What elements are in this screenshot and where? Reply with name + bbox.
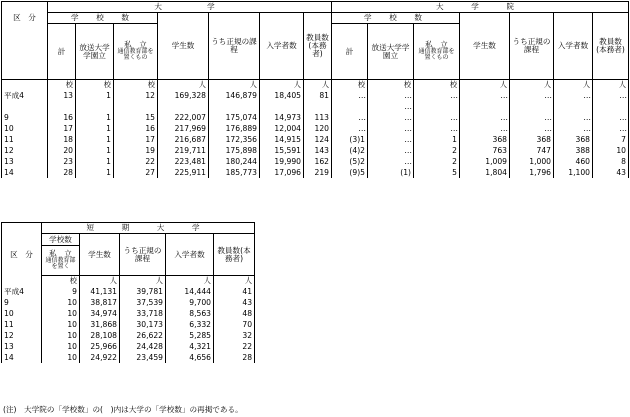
jc-row-header-cell <box>2 223 42 234</box>
row-header-cell-bottom <box>2 24 48 80</box>
table-cell: 14,973 <box>260 112 304 123</box>
table-cell: 222,007 <box>158 112 209 123</box>
univ-private-label: 私 立 <box>124 40 147 50</box>
table-cell: 25,966 <box>80 341 120 352</box>
univ-schools-header: 学 校 数 <box>48 13 158 24</box>
table-row <box>2 167 629 178</box>
table-cell <box>158 101 209 112</box>
table-cell: … <box>368 112 414 123</box>
grad-schools-header: 学 校 数 <box>332 13 460 24</box>
table-row <box>2 101 629 112</box>
unit-cell: 人 <box>209 80 260 91</box>
table-cell: 1 <box>76 134 114 145</box>
unit-row-label <box>2 80 48 91</box>
jc-students-header: 学生数 <box>80 234 120 276</box>
table-cell: … <box>414 90 460 101</box>
unit-cell: 人 <box>214 276 255 287</box>
table-cell: 124 <box>304 134 332 145</box>
table-cell: 18 <box>48 134 76 145</box>
unit-cell: 人 <box>593 80 629 91</box>
table-cell: 14,915 <box>260 134 304 145</box>
table-row <box>2 297 255 308</box>
table-cell: 4,321 <box>166 341 214 352</box>
table-row <box>2 156 629 167</box>
jc-teachers-header: 教員数(本務者) <box>214 234 255 276</box>
jc-private-header <box>42 246 80 276</box>
grad-private-sub-label: 通信教育部を置くもの <box>418 48 455 62</box>
jc-entrants-header: 入学者数 <box>166 234 214 276</box>
table-cell: 175,074 <box>209 112 260 123</box>
table-cell: … <box>510 123 554 134</box>
jc-private-label: 私 立 <box>49 249 72 259</box>
junior-college-title: 短 期 大 学 <box>42 223 255 234</box>
row-label-cell: 11 <box>2 319 42 330</box>
table-cell: 143 <box>304 145 332 156</box>
table-cell: 175,898 <box>209 145 260 156</box>
table-row <box>2 145 629 156</box>
table-cell: 1,009 <box>460 156 510 167</box>
table-cell: 172,356 <box>209 134 260 145</box>
table-cell: 17 <box>114 134 158 145</box>
table-cell: 27 <box>114 167 158 178</box>
table-cell: … <box>368 156 414 167</box>
row-header-cell <box>2 2 48 13</box>
row-label-cell: 13 <box>2 156 48 167</box>
table-cell: 8 <box>593 156 629 167</box>
row-label-cell: 12 <box>2 145 48 156</box>
table-cell: … <box>554 123 593 134</box>
table-cell: 13 <box>48 90 76 101</box>
table-cell: 1,796 <box>510 167 554 178</box>
table-cell: (4)2 <box>332 145 368 156</box>
table-cell: 219 <box>304 167 332 178</box>
table-cell: 41,131 <box>80 286 120 297</box>
unit-cell: 校 <box>414 80 460 91</box>
table-cell: 7 <box>593 134 629 145</box>
grad-students-header: 学生数 <box>460 13 510 80</box>
row-label-cell: 13 <box>2 341 42 352</box>
table-row <box>2 308 255 319</box>
table-cell: 70 <box>214 319 255 330</box>
table-cell: … <box>368 123 414 134</box>
table-cell: 24,428 <box>120 341 166 352</box>
table-cell: 30,173 <box>120 319 166 330</box>
unit-cell: 人 <box>120 276 166 287</box>
university-table <box>1 1 629 178</box>
table-cell: 162 <box>304 156 332 167</box>
unit-row <box>2 276 255 287</box>
table-cell: 15,591 <box>260 145 304 156</box>
table-cell: 747 <box>510 145 554 156</box>
table-cell: (3)1 <box>332 134 368 145</box>
grad-national-header: 放送大学学園立 <box>368 24 414 80</box>
table-cell: 32 <box>214 330 255 341</box>
table-row <box>2 123 629 134</box>
table-cell: … <box>332 112 368 123</box>
table-cell: 2 <box>414 156 460 167</box>
univ-entrants-header: 入学者数 <box>260 13 304 80</box>
table-cell: 17 <box>48 123 76 134</box>
table-cell <box>48 101 76 112</box>
table-cell: 1 <box>76 156 114 167</box>
table-cell: 217,969 <box>158 123 209 134</box>
table-cell <box>76 101 114 112</box>
grad-private-header <box>414 24 460 80</box>
unit-cell: 校 <box>76 80 114 91</box>
table-cell: 41 <box>214 286 255 297</box>
table-cell <box>209 101 260 112</box>
table-cell: … <box>554 112 593 123</box>
table-cell: 28 <box>214 352 255 363</box>
table-cell: 22 <box>114 156 158 167</box>
table-row <box>2 134 629 145</box>
footnote: (注) 大学院の「学校数」の( )内は大学の「学校数」の再掲である。 <box>3 405 243 414</box>
junior-college-table <box>1 222 255 363</box>
table-cell: (5)2 <box>332 156 368 167</box>
unit-cell: 校 <box>114 80 158 91</box>
row-label-cell: 12 <box>2 330 42 341</box>
table-cell: 216,687 <box>158 134 209 145</box>
table-cell <box>460 101 510 112</box>
table-cell: 180,244 <box>209 156 260 167</box>
jc-row-header-label: 区 分 <box>2 234 42 276</box>
university-table-body <box>2 80 629 179</box>
table-cell: 20 <box>48 145 76 156</box>
grad-regular-header: うち正規の課程 <box>510 13 554 80</box>
row-label-cell: 平成4 <box>2 286 42 297</box>
table-cell: 28,108 <box>80 330 120 341</box>
table-cell <box>593 101 629 112</box>
table-cell: 146,879 <box>209 90 260 101</box>
table-cell: 81 <box>304 90 332 101</box>
jc-regular-header: うち正規の課程 <box>120 234 166 276</box>
table-cell: 19 <box>114 145 158 156</box>
table-cell: 388 <box>554 145 593 156</box>
table-cell: 4,656 <box>166 352 214 363</box>
row-label-cell: 11 <box>2 134 48 145</box>
row-label-cell: 14 <box>2 352 42 363</box>
university-title: 大 学 <box>48 2 332 13</box>
table-row <box>2 90 629 101</box>
table-cell: 5 <box>414 167 460 178</box>
table-cell: 12 <box>114 90 158 101</box>
unit-cell: 人 <box>304 80 332 91</box>
unit-cell: 人 <box>510 80 554 91</box>
table-cell: 8,563 <box>166 308 214 319</box>
table-row <box>2 112 629 123</box>
table-cell: 10 <box>42 308 80 319</box>
table-cell: 43 <box>214 297 255 308</box>
table-row <box>2 286 255 297</box>
table-cell <box>304 101 332 112</box>
table-cell: … <box>554 90 593 101</box>
table-cell: 10 <box>42 352 80 363</box>
table-cell: 23 <box>48 156 76 167</box>
jc-schools-header: 学校数 <box>42 234 80 246</box>
univ-total-header: 計 <box>48 24 76 80</box>
table-cell: 9 <box>42 286 80 297</box>
table-cell: 23,459 <box>120 352 166 363</box>
table-cell <box>114 101 158 112</box>
table-cell: 14,444 <box>166 286 214 297</box>
row-label-cell: 14 <box>2 167 48 178</box>
table-cell: … <box>368 101 414 112</box>
table-cell: 1,804 <box>460 167 510 178</box>
unit-cell: 人 <box>166 276 214 287</box>
table-cell: 12,004 <box>260 123 304 134</box>
table-cell: … <box>510 90 554 101</box>
table-cell: 225,911 <box>158 167 209 178</box>
table-cell: … <box>593 112 629 123</box>
table-cell: 460 <box>554 156 593 167</box>
table-cell: (1) <box>368 167 414 178</box>
grad-teachers-header: 教員数(本務者) <box>593 13 629 80</box>
table-cell: 169,328 <box>158 90 209 101</box>
univ-national-header: 放送大学学園立 <box>76 24 114 80</box>
table-cell: … <box>510 112 554 123</box>
unit-cell: 人 <box>554 80 593 91</box>
table-cell: 1 <box>76 112 114 123</box>
table-cell: 43 <box>593 167 629 178</box>
table-cell: 219,711 <box>158 145 209 156</box>
table-cell: 9,700 <box>166 297 214 308</box>
table-cell: 15 <box>114 112 158 123</box>
table-cell: 113 <box>304 112 332 123</box>
univ-private-sub-label: 通信教育部を置くもの <box>117 48 154 62</box>
table-cell: 10 <box>42 341 80 352</box>
table-cell <box>414 101 460 112</box>
table-cell <box>332 101 368 112</box>
graduate-title: 大 学 院 <box>332 2 629 13</box>
univ-regular-header: うち正規の課程 <box>209 13 260 80</box>
jc-private-sub-label: 通信教育部を置く <box>45 257 76 271</box>
row-label-cell: 9 <box>2 112 48 123</box>
table-cell: 38,817 <box>80 297 120 308</box>
row-header-label: 区 分 <box>2 13 48 24</box>
table-row <box>2 341 255 352</box>
row-label-cell: 平成4 <box>2 90 48 101</box>
row-label-cell <box>2 101 48 112</box>
table-row <box>2 319 255 330</box>
table-cell: … <box>460 112 510 123</box>
grad-private-label: 私 立 <box>425 40 448 50</box>
unit-cell: 人 <box>460 80 510 91</box>
table-cell: 2 <box>414 145 460 156</box>
table-cell: 22 <box>214 341 255 352</box>
table-cell: 33,718 <box>120 308 166 319</box>
table-cell: 1 <box>76 145 114 156</box>
table-cell: 31,868 <box>80 319 120 330</box>
grad-total-header: 計 <box>332 24 368 80</box>
table-cell: … <box>460 123 510 134</box>
table-cell: 176,889 <box>209 123 260 134</box>
table-cell: … <box>368 90 414 101</box>
table-cell: 5,285 <box>166 330 214 341</box>
table-cell: 16 <box>48 112 76 123</box>
table-cell <box>510 101 554 112</box>
table-cell: 1 <box>76 90 114 101</box>
table-cell: 39,781 <box>120 286 166 297</box>
row-label-cell: 10 <box>2 123 48 134</box>
table-cell: … <box>414 123 460 134</box>
table-cell: 10 <box>593 145 629 156</box>
table-cell: 28 <box>48 167 76 178</box>
table-cell: 368 <box>554 134 593 145</box>
table-row <box>2 352 255 363</box>
unit-row <box>2 80 629 91</box>
unit-cell: 校 <box>42 276 80 287</box>
table-cell: … <box>460 90 510 101</box>
univ-students-header: 学生数 <box>158 13 209 80</box>
table-cell <box>554 101 593 112</box>
table-cell: 6,332 <box>166 319 214 330</box>
unit-cell: 校 <box>368 80 414 91</box>
table-cell: 34,974 <box>80 308 120 319</box>
table-cell: 18,405 <box>260 90 304 101</box>
table-cell: 10 <box>42 319 80 330</box>
unit-cell: 人 <box>260 80 304 91</box>
table-cell: 763 <box>460 145 510 156</box>
row-label-cell: 10 <box>2 308 42 319</box>
table-cell: 223,481 <box>158 156 209 167</box>
table-cell: 24,922 <box>80 352 120 363</box>
table-cell: 1 <box>414 134 460 145</box>
table-cell: … <box>368 134 414 145</box>
table-cell: … <box>414 112 460 123</box>
table-row <box>2 330 255 341</box>
table-cell: 10 <box>42 330 80 341</box>
unit-row-label <box>2 276 42 287</box>
unit-cell: 人 <box>80 276 120 287</box>
table-cell: (9)5 <box>332 167 368 178</box>
unit-cell: 人 <box>158 80 209 91</box>
table-cell <box>260 101 304 112</box>
table-cell: 10 <box>42 297 80 308</box>
univ-private-header <box>114 24 158 80</box>
table-cell: 368 <box>460 134 510 145</box>
table-cell: 120 <box>304 123 332 134</box>
unit-cell: 校 <box>48 80 76 91</box>
table-cell: 1,000 <box>510 156 554 167</box>
junior-college-table-body <box>2 276 255 364</box>
row-label-cell: 9 <box>2 297 42 308</box>
table-cell: … <box>593 123 629 134</box>
unit-cell: 校 <box>332 80 368 91</box>
table-cell: 19,990 <box>260 156 304 167</box>
table-cell: … <box>368 145 414 156</box>
table-cell: 1 <box>76 167 114 178</box>
grad-entrants-header: 入学者数 <box>554 13 593 80</box>
table-cell: 37,539 <box>120 297 166 308</box>
table-cell: 1 <box>76 123 114 134</box>
table-cell: 1,100 <box>554 167 593 178</box>
table-cell: 16 <box>114 123 158 134</box>
table-cell: … <box>332 123 368 134</box>
table-cell: … <box>593 90 629 101</box>
table-cell: 26,622 <box>120 330 166 341</box>
univ-teachers-header: 教員数(本務者) <box>304 13 332 80</box>
table-cell: 17,096 <box>260 167 304 178</box>
table-cell: 368 <box>510 134 554 145</box>
table-cell: 48 <box>214 308 255 319</box>
table-cell: 185,773 <box>209 167 260 178</box>
table-cell: … <box>332 90 368 101</box>
